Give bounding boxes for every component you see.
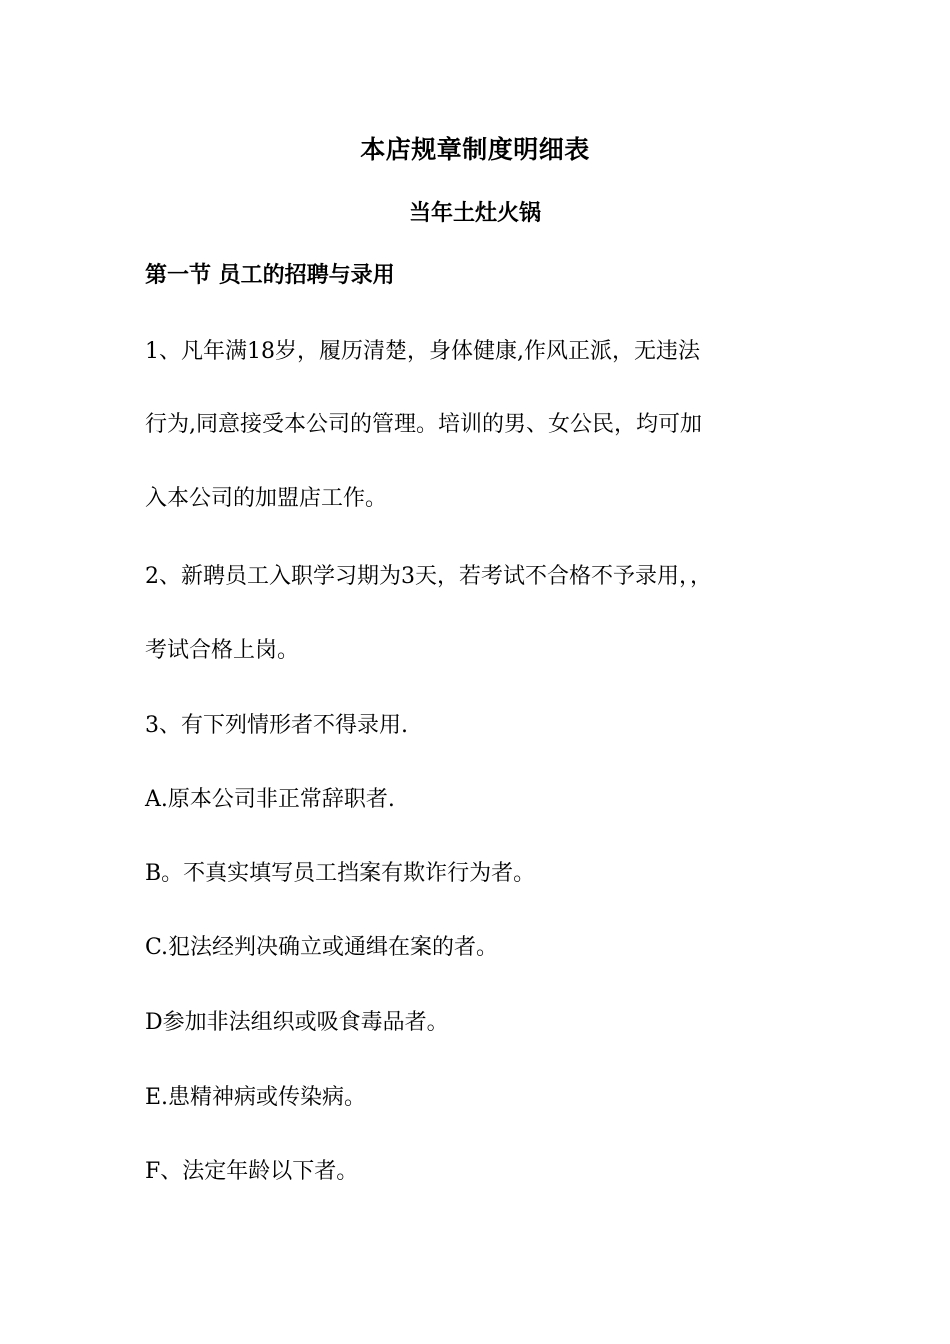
paragraph-line: 2、新聘员工入职学习期为3天，若考试不合格不予录用，， [145,564,712,589]
paragraph-line: 入本公司的加盟店工作。 [145,486,388,511]
list-item: A.原本公司非正常辞职者. [145,787,395,812]
list-item: B。不真实填写员工挡案有欺诈行为者。 [145,861,536,886]
paragraph-line: 3、有下列情形者不得录用. [145,713,408,738]
paragraph-line: 考试合格上岗。 [145,638,300,663]
list-item: E.患精神病或传染病。 [145,1085,367,1110]
document-subtitle: 当年土灶火锅 [408,201,541,226]
list-item: D参加非法组织或吸食毒品者。 [145,1010,449,1035]
list-item: C.犯法经判决确立或通缉在案的者。 [145,935,499,960]
paragraph-line: 行为,同意接受本公司的管理。培训的男、女公民，均可加 [145,412,702,437]
list-item: F、法定年龄以下者。 [145,1159,359,1184]
section-heading: 第一节 员工的招聘与录用 [145,263,395,288]
paragraph-line: 1、凡年满18岁，履历清楚，身体健康,作风正派，无违法 [145,339,700,364]
document-title: 本店规章制度明细表 [360,135,590,164]
